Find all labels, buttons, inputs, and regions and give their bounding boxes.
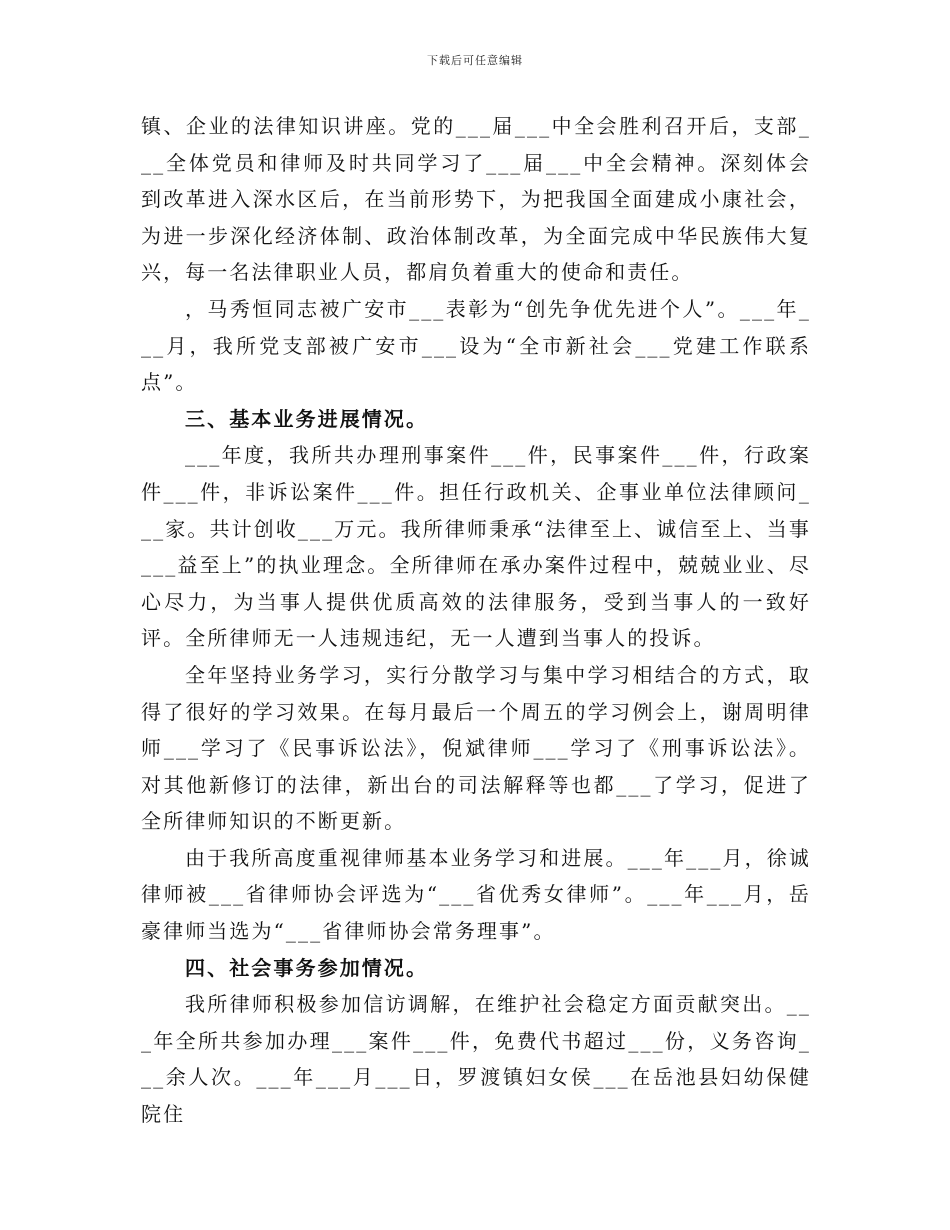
paragraph-awards: 由于我所高度重视律师基本业务学习和进展。___年___月，徐诚律师被___省律师协会评选为“___省优秀女律师”。___年___月，岳豪律师当选为“___省律师协会常务理事”。 bbox=[141, 845, 811, 944]
paragraph-study: 全年坚持业务学习，实行分散学习与集中学习相结合的方式，取得了很好的学习效果。在每月最后一个周五的学习例会上，谢周明律师___学习了《民事诉讼法》，倪斌律师___学习了《刑事诉讼法》。对其他新修订的法律，新出台的司法解释等也都___了学习，促进了全所律师知识的不断更新。 bbox=[141, 662, 811, 834]
section-heading-social: 四、社会事务参加情况。 bbox=[185, 955, 429, 980]
paragraph-caseload: ___年度，我所共办理刑事案件___件，民事案件___件，行政案件___件，非诉讼案件___件。担任行政机关、企事业单位法律顾问___家。共计创收___万元。我所律师秉承“法律至上、诚信至上、当事___益至上”的执业理念。全所律师在承办案件过程中，兢兢业业、尽心尽力，为当事人提供优质高效的法律服务，受到当事人的一致好评。全所律师无一人违规违纪，无一人遭到当事人的投诉。 bbox=[141, 443, 811, 651]
paragraph-party-study: 镇、企业的法律知识讲座。党的___届___中全会胜利召开后，支部___全体党员和律师及时共同学习了___届___中全会精神。深刻体会到改革进入深水区后，在当前形势下，为把我国全面建成小康社会，为进一步深化经济体制、政治体制改革，为全面完成中华民族伟大复兴，每一名法律职业人员，都肩负着重大的使命和责任。 bbox=[141, 114, 811, 285]
paragraph-honors: ，马秀恒同志被广安市___表彰为“创先争优先进个人”。___年___月，我所党支部被广安市___设为“全市新社会___党建工作联系点”。 bbox=[141, 296, 811, 395]
paragraph-social-affairs: 我所律师积极参加信访调解，在维护社会稳定方面贡献突出。___年全所共参加办理___案件___件，免费代书超过___份，义务咨询___余人次。___年___月___日，罗渡镇妇女侯___在岳池县妇幼保健院住 bbox=[141, 992, 811, 1127]
document-body bbox=[141, 108, 811, 1133]
section-heading-business: 三、基本业务进展情况。 bbox=[185, 406, 429, 431]
page-header: 下载后可任意编辑 bbox=[427, 54, 523, 67]
